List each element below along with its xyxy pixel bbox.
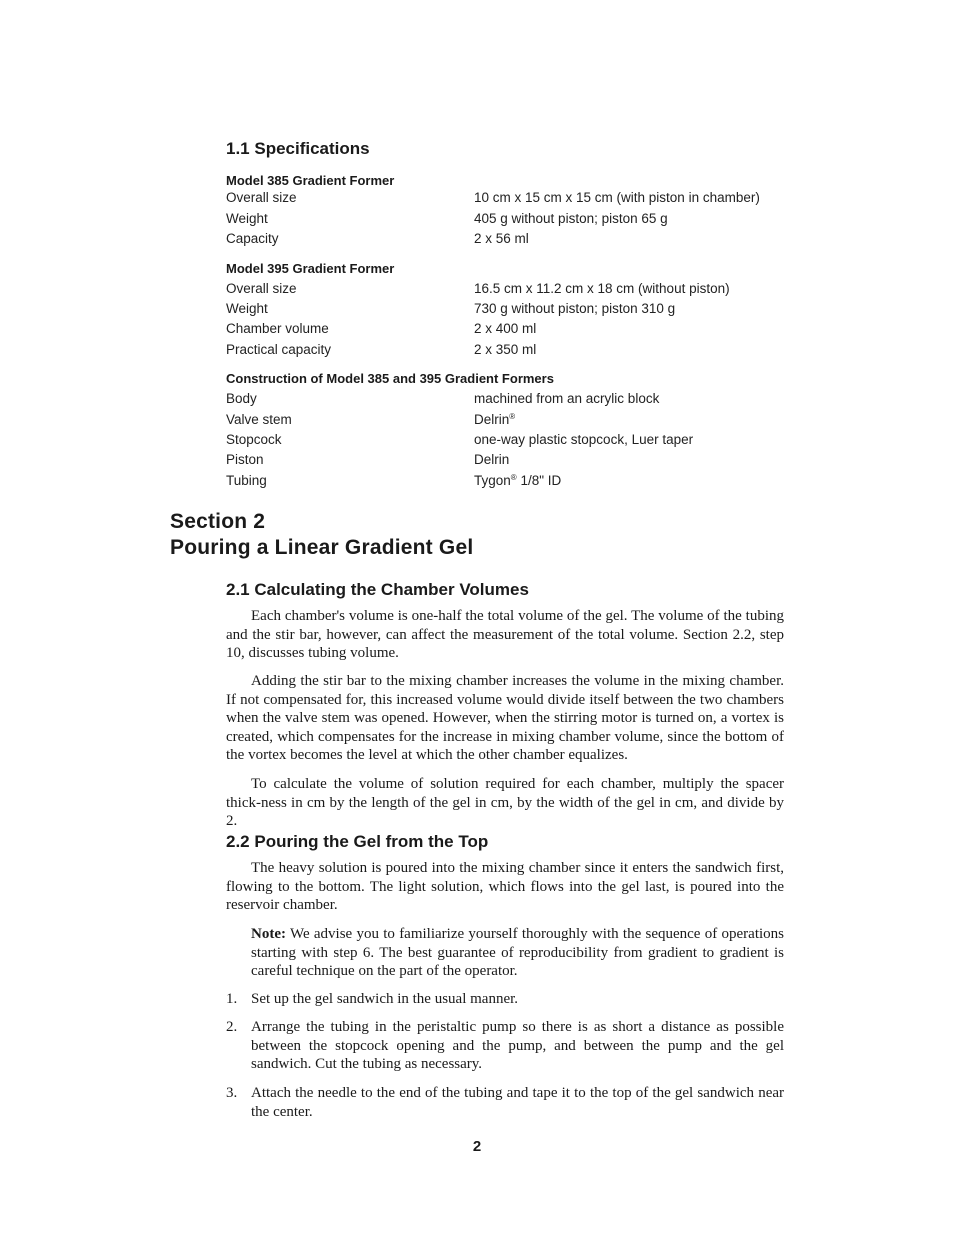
spec-row xyxy=(226,188,786,208)
spec-value: Delrin xyxy=(474,452,510,467)
section-number: Section 2 xyxy=(170,510,266,533)
step-number: 3. xyxy=(226,1085,238,1101)
section-name: Pouring a Linear Gradient Gel xyxy=(170,536,474,559)
paragraph: The heavy solution is poured into the mixing chamber since it enters the sandwich first, flowing to the bottom. The light solution, which flows into the gel last, is poured into the reservoir chamber. xyxy=(226,860,784,914)
spec-row xyxy=(226,340,786,360)
spec-label: Weight xyxy=(226,301,268,316)
spec-label: Tubing xyxy=(226,473,267,488)
spec-row xyxy=(226,410,786,430)
spec-value: 16.5 cm x 11.2 cm x 18 cm (without piston) xyxy=(474,281,730,296)
registered-mark: ® xyxy=(509,412,516,421)
spec-label: Capacity xyxy=(226,231,279,246)
note xyxy=(251,925,784,981)
spec-row xyxy=(226,209,786,229)
spec-value: 2 x 350 ml xyxy=(474,342,537,357)
spec-value: 730 g without piston; piston 310 g xyxy=(474,301,676,316)
calculating-volumes-heading: 2.1 Calculating the Chamber Volumes xyxy=(226,580,529,599)
spec-value xyxy=(474,471,561,491)
spec-label: Overall size xyxy=(226,190,297,205)
spec-label: Overall size xyxy=(226,281,297,296)
step-text: Arrange the tubing in the peristaltic pump so there is as short a distance as possible between the stopcock opening and the pump, and between the pump and the gel sandwich. Cut the tubing as necessary. xyxy=(251,1019,784,1073)
spec-value-suffix: 1/8" ID xyxy=(516,473,562,488)
step-number: 2. xyxy=(226,1019,238,1035)
step-text: Attach the needle to the end of the tubing and tape it to the top of the gel sandwich near the center. xyxy=(251,1085,784,1120)
spec-row xyxy=(226,450,786,470)
note-label: Note: xyxy=(251,926,286,942)
spec-value: one-way plastic stopcock, Luer taper xyxy=(474,432,694,447)
step-number: 1. xyxy=(226,991,238,1007)
spec-label: Stopcock xyxy=(226,432,282,447)
spec-row xyxy=(226,229,786,249)
spec-label: Valve stem xyxy=(226,412,292,427)
spec-value-text: Delrin xyxy=(474,412,510,427)
spec-row xyxy=(226,430,786,450)
construction-title: Construction of Model 385 and 395 Gradient Formers xyxy=(226,371,554,386)
spec-value: 10 cm x 15 cm x 15 cm (with piston in chamber) xyxy=(474,190,760,205)
page-number: 2 xyxy=(472,1138,482,1155)
section-title xyxy=(170,509,473,561)
registered-mark: ® xyxy=(510,473,517,482)
spec-value: 2 x 56 ml xyxy=(474,231,529,246)
spec-label: Weight xyxy=(226,211,268,226)
spec-label: Body xyxy=(226,391,257,406)
spec-row xyxy=(226,279,786,299)
model-385-title: Model 385 Gradient Former xyxy=(226,173,395,188)
spec-row xyxy=(226,471,786,491)
spec-value: 405 g without piston; piston 65 g xyxy=(474,211,668,226)
spec-value xyxy=(474,410,515,430)
step-text: Set up the gel sandwich in the usual manner. xyxy=(251,991,519,1007)
pouring-gel-heading: 2.2 Pouring the Gel from the Top xyxy=(226,832,489,851)
spec-row xyxy=(226,299,786,319)
spec-value-text: Tygon xyxy=(474,473,511,488)
spec-label: Piston xyxy=(226,452,264,467)
paragraph: Each chamber's volume is one-half the total volume of the gel. The volume of the tubing and the stir bar, however, can affect the measurement of the total volume. Section 2.2, step 10, discusses tubing volume. xyxy=(226,608,784,662)
model-395-title: Model 395 Gradient Former xyxy=(226,261,395,276)
spec-label: Practical capacity xyxy=(226,342,332,357)
spec-row xyxy=(226,319,786,339)
spec-label: Chamber volume xyxy=(226,321,329,336)
paragraph: Adding the stir bar to the mixing chamber increases the volume in the mixing chamber. If not compensated for, this increased volume would divide itself between the two chambers when the valve stem was opened. However, when the stirring motor is turned on, a vortex is created, which compensates for the increase in mixing chamber volume, since the bottom of the vortex becomes the level at which the other chamber equalizes. xyxy=(226,673,784,764)
note-text: We advise you to familiarize yourself thoroughly with the sequence of operations starting with step 6. The best guarantee of reproducibility from gradient to gradient is careful technique on the part of the operator. xyxy=(251,926,784,980)
specifications-heading: 1.1 Specifications xyxy=(226,139,370,158)
paragraph: To calculate the volume of solution required for each chamber, multiply the spacer thick-ness in cm by the length of the gel in cm, by the width of the gel in cm, and divide by 2. xyxy=(226,776,784,830)
spec-value: 2 x 400 ml xyxy=(474,321,537,336)
spec-row xyxy=(226,389,786,409)
spec-value: machined from an acrylic block xyxy=(474,391,660,406)
